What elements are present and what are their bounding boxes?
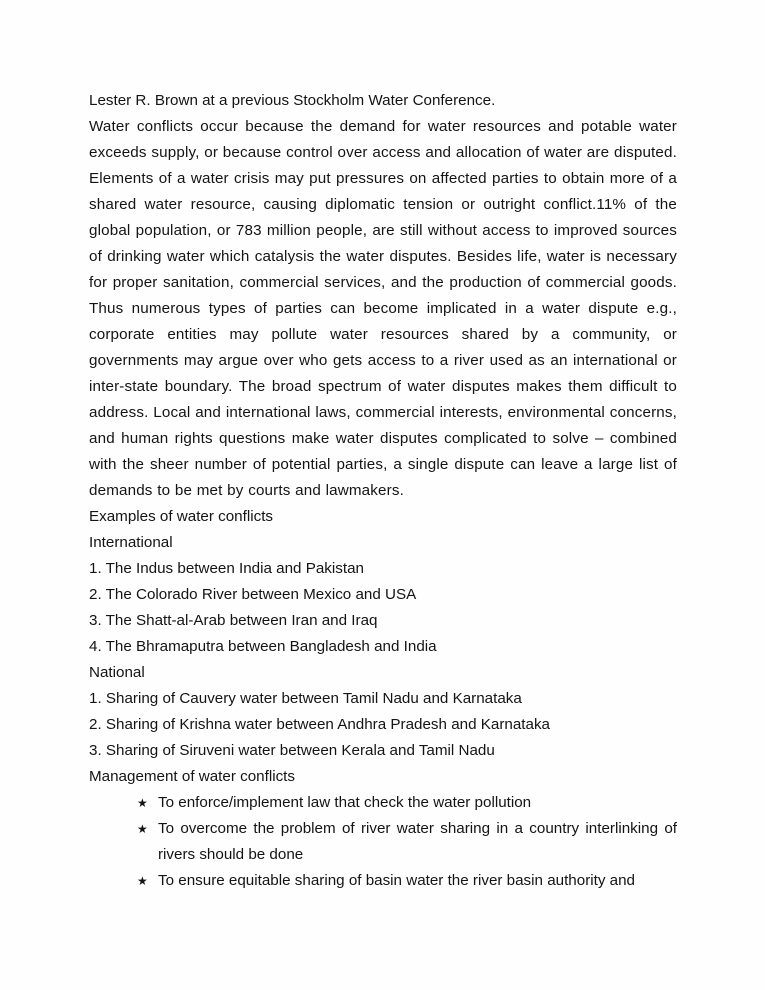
star-bullet-icon: ★ (137, 796, 148, 810)
document-content (89, 88, 677, 894)
international-item-4: 4. The Bhramaputra between Bangladesh and India (89, 638, 437, 655)
management-bullet-list (89, 790, 677, 894)
national-item-3: 3. Sharing of Siruveni water between Kerala and Tamil Nadu (89, 742, 495, 759)
national-item-2: 2. Sharing of Krishna water between Andhra Pradesh and Karnataka (89, 716, 550, 733)
bullet-text: To ensure equitable sharing of basin water the river basin authority and (158, 872, 636, 889)
international-heading: International (89, 534, 173, 551)
international-item-2: 2. The Colorado River between Mexico and USA (89, 586, 417, 603)
examples-heading: Examples of water conflicts (89, 508, 274, 525)
body-paragraph: Water conflicts occur because the demand for water resources and potable water exceeds supply, or because control over access and allocation of water are disputed. Elements of a water crisis may put pressures on affected parties to obtain more of a shared water resource, causing diplomatic tension or outright conflict.11% of the global population, or 783 million people, are still without access to improved sources of drinking water which catalysis the water disputes. Besides life, water is necessary for proper sanitation, commercial services, and the production of commercial goods. Thus numerous types of parties can become implicated in a water dispute e.g., corporate entities may pollute water resources shared by a community, or governments may argue over who gets access to a river used as an international or inter-state boundary. The broad spectrum of water disputes makes them difficult to address. Local and international laws, commercial interests, environmental concerns, and human rights questions make water disputes complicated to solve – combined with the sheer number of potential parties, a single dispute can leave a large list of demands to be met by courts and lawmakers. (89, 118, 677, 499)
list-item (89, 816, 677, 868)
international-item-1: 1. The Indus between India and Pakistan (89, 560, 364, 577)
star-bullet-icon: ★ (137, 822, 148, 836)
management-heading: Management of water conflicts (89, 768, 295, 785)
national-item-1: 1. Sharing of Cauvery water between Tamil Nadu and Karnataka (89, 690, 522, 707)
list-item (89, 868, 677, 894)
list-item (89, 790, 677, 816)
bullet-text: To enforce/implement law that check the water pollution (158, 794, 532, 811)
international-item-3: 3. The Shatt-al-Arab between Iran and Iraq (89, 612, 378, 629)
national-heading: National (89, 664, 145, 681)
intro-line: Lester R. Brown at a previous Stockholm Water Conference. (89, 92, 496, 109)
bullet-text: To overcome the problem of river water sharing in a country interlinking of rivers should be done (158, 820, 677, 863)
star-bullet-icon: ★ (137, 874, 148, 888)
